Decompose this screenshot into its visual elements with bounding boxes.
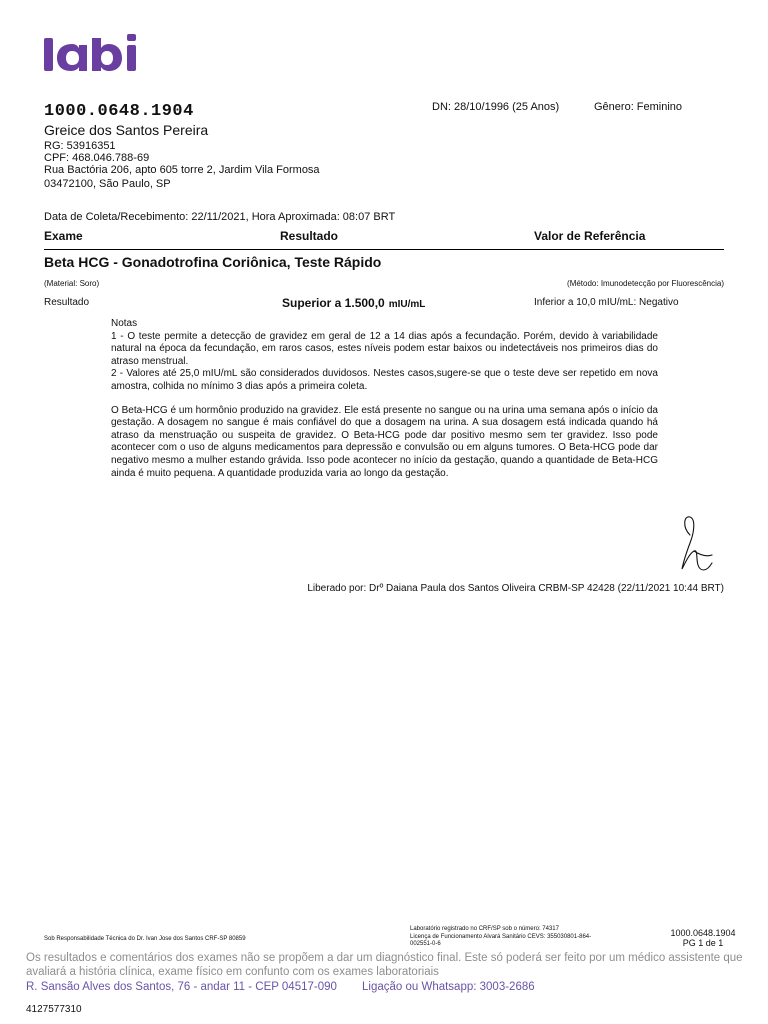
header-divider [44, 249, 724, 250]
patient-name: Greice dos Santos Pereira [44, 122, 209, 138]
footer-protocol: 1000.0648.1904 [670, 928, 736, 938]
barcode-number: 4127577310 [26, 1004, 82, 1015]
lab-registration: Laboratório registrado no CRF/SP sob o número: 74317 [410, 926, 559, 932]
patient-cpf: CPF: 468.046.788-69 [44, 152, 150, 164]
lab-registration-block [410, 926, 610, 949]
result-reference: Inferior a 10,0 mIU/mL: Negativo [534, 297, 679, 308]
column-header-exam: Exame [44, 229, 83, 243]
technical-responsibility: Sob Responsabilidade Técnica do Dr. Ivan Jose dos Santos CRF-SP 80859 [44, 936, 246, 942]
exam-title: Beta HCG - Gonadotrofina Coriônica, Teste Rápido [44, 254, 382, 270]
date-of-birth: DN: 28/10/1996 (25 Anos) [432, 101, 560, 113]
note-1: 1 - O teste permite a detecção de gravidez em geral de 12 a 14 dias após a fecundação. Porém, devido à variabilidade natural na época da fecundação, em raros casos, estes níveis podem estar baixos ou indetectáveis nos primeiros dias do atraso menstrual. [111, 330, 658, 367]
page-number: PG 1 de 1 [682, 938, 724, 948]
note-2: 2 - Valores até 25,0 mIU/mL são considerados duvidosos. Nestes casos,sugere-se que o teste deve ser repetido em nova amostra, colhida no mínimo 3 dias após a primeira coleta. [111, 368, 658, 392]
released-by: Liberado por: Drº Daiana Paula dos Santos Oliveira CRBM-SP 42428 (22/11/2021 10:44 BRT) [307, 583, 724, 594]
exam-info: O Beta-HCG é um hormônio produzido na gravidez. Ele está presente no sangue ou na urina uma semana após o início da gestação. A dosagem no sangue é mais confiável do que a dosagem na urina. A sua dosagem está indicada quando há atraso da menstruação ou suspeita de gravidez. O Beta-HCG pode dar positivo mesmo sem ter gravidez. Isso pode acontecer com o uso de alguns medicamentos para depressão e convulsão ou em alguns tumores. O Beta-HCG pode dar negativo mesmo a mulher estando grávida. Isso pode acontecer no início da gestação, quando a quantidade de Beta-HCG ainda é muito pequena. A quantidade produzida varia ao longo da gestação. [111, 404, 658, 479]
collection-date: Data de Coleta/Recebimento: 22/11/2021, Hora Aproximada: 08:07 BRT [44, 211, 396, 223]
footer-protocol-block [650, 928, 756, 948]
patient-address-line2: 03472100, São Paulo, SP [44, 178, 171, 190]
protocol-number: 1000.0648.1904 [44, 102, 194, 121]
exam-method: (Método: Imunodetecção por Fluorescência) [567, 279, 724, 288]
lab-address: R. Sansão Alves dos Santos, 76 - andar 11 - CEP 04517-090 [26, 981, 337, 993]
notes-section [111, 318, 658, 480]
lab-phone: Ligação ou Whatsapp: 3003-2686 [362, 981, 535, 993]
column-header-result: Resultado [280, 229, 339, 243]
patient-address-line1: Rua Bactória 206, apto 605 torre 2, Jardim Vila Formosa [44, 164, 320, 176]
patient-rg: RG: 53916351 [44, 140, 116, 152]
result-label: Resultado [44, 297, 90, 308]
operating-license: Licença de Funcionamento Alvará Sanitário CEVS: 355030801-864-002551-0-6 [410, 933, 592, 948]
result-value [282, 296, 425, 310]
column-header-reference: Valor de Referência [534, 229, 646, 243]
disclaimer: Os resultados e comentários dos exames não se propõem a dar um diagnóstico final. Este só poderá ser feito por um médico assistente que avaliará a história clínica, exame físico em confunto com os exames laboratoriais [26, 952, 743, 978]
result-unit: mIU/mL [388, 299, 426, 310]
signature-image [676, 511, 716, 577]
gender: Gênero: Feminino [594, 101, 683, 113]
notes-title: Notas [111, 318, 138, 329]
labi-logo [42, 30, 146, 78]
result-number: Superior a 1.500,0 [282, 296, 385, 310]
exam-material: (Material: Soro) [44, 279, 100, 288]
